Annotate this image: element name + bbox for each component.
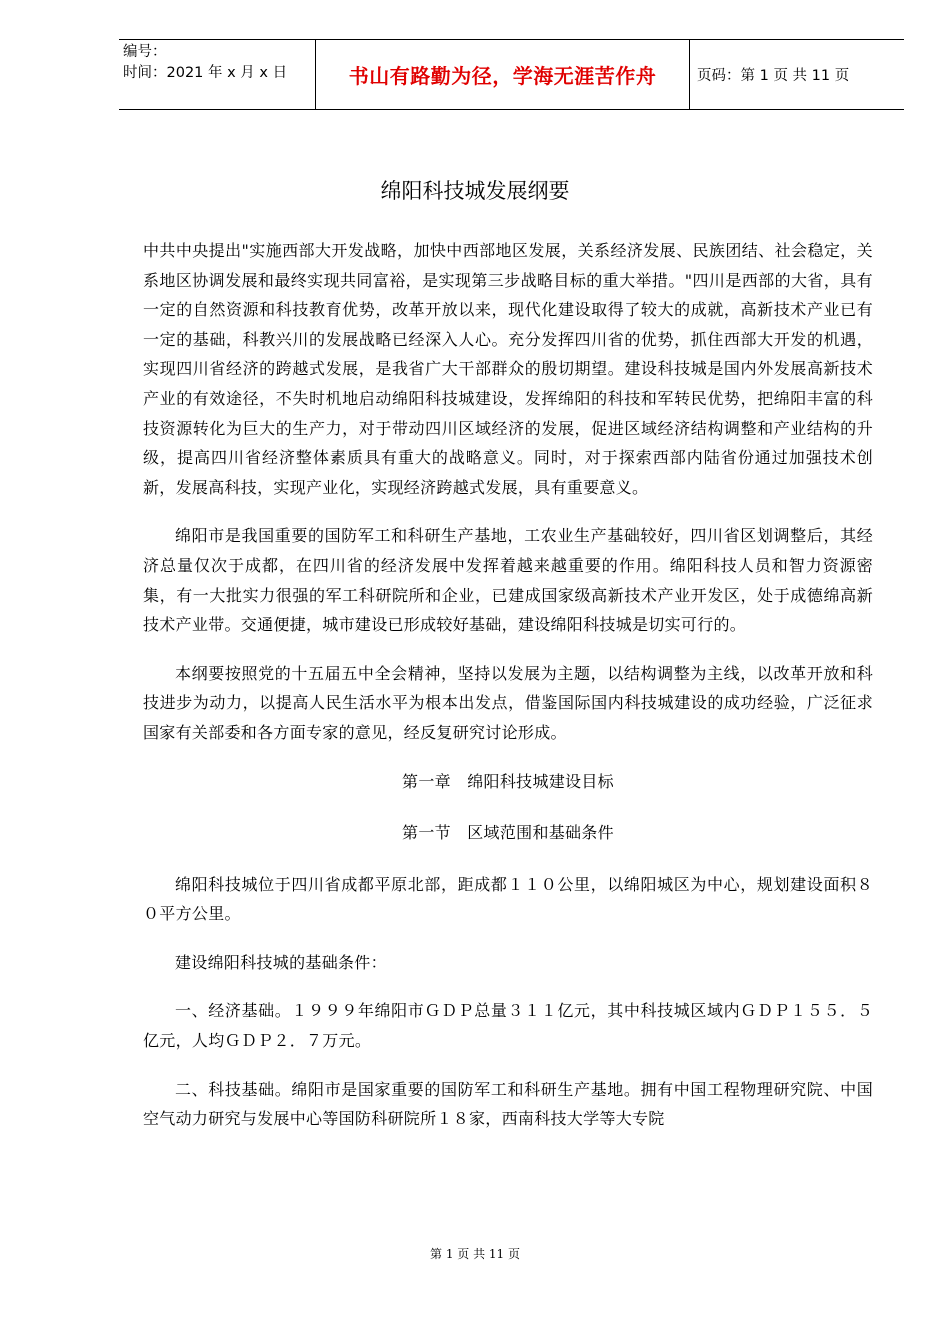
section-paragraph-4: 二、科技基础。绵阳市是国家重要的国防军工和科研生产基地。拥有中国工程物理研究院、中国空气动力研究与发展中心等国防科研院所１８家，西南科技大学等大专院 — [143, 1079, 873, 1129]
document-body — [143, 236, 873, 1153]
document-title: 绵阳科技城发展纲要 — [380, 179, 570, 203]
section-heading: 第一节 区域范围和基础条件 — [402, 823, 614, 843]
header-table — [119, 39, 904, 110]
section-paragraph-2: 建设绵阳科技城的基础条件： — [175, 952, 387, 972]
intro-paragraph-1: 中共中央提出"实施西部大开发战略，加快中西部地区发展，关系经济发展、民族团结、社会稳定，关系地区协调发展和最终实现共同富裕，是实现第三步战略目标的重大举措。"四川是西部的大省，具有一定的自然资源和科技教育优势，改革开放以来，现代化建设取得了较大的成就，高新技术产业已有一定的基础，科教兴川的发展战略已经深入人心。充分发挥四川省的优势，抓住西部大开发的机遇，实现四川省经济的跨越式发展，是我省广大干部群众的殷切期望。建设科技城是国内外发展高新技术产业的有效途径，不失时机地启动绵阳科技城建设，发挥绵阳的科技和军转民优势，把绵阳丰富的科技资源转化为巨大的生产力，对于带动四川区域经济的发展，促进区域经济结构调整和产业结构的升级，提高四川省经济整体素质具有重大的战略意义。同时，对于探索西部内陆省份通过加强技术创新，发展高科技，实现产业化，实现经济跨越式发展，具有重要意义。 — [143, 241, 873, 497]
page-footer: 第 1 页 共 11 页 — [430, 1247, 520, 1261]
section-paragraph-1: 绵阳科技城位于四川省成都平原北部，距成都１１０公里，以绵阳城区为中心，规划建设面积８０平方公里。 — [143, 874, 873, 924]
header-divider-2 — [689, 40, 690, 109]
header-time-label: 时间：2021 年 x 月 x 日 — [123, 65, 288, 81]
header-number-label: 编号： — [123, 44, 167, 60]
header-meta — [123, 42, 313, 84]
header-motto: 书山有路勤为径，学海无涯苦作舟 — [348, 64, 657, 88]
chapter-heading: 第一章 绵阳科技城建设目标 — [402, 771, 614, 791]
section-paragraph-3: 一、经济基础。１９９９年绵阳市ＧＤＰ总量３１１亿元，其中科技城区域内ＧＤＰ１５５．５亿元，人均ＧＤＰ２．７万元。 — [143, 1001, 873, 1051]
intro-paragraph-2: 绵阳市是我国重要的国防军工和科研生产基地，工农业生产基础较好，四川省区划调整后，其经济总量仅次于成都，在四川省的经济发展中发挥着越来越重要的作用。绵阳科技人员和智力资源密集，有一大批实力很强的军工科研院所和企业，已建成国家级高新技术产业开发区，处于成德绵高新技术产业带。交通便捷，城市建设已形成较好基础，建设绵阳科技城是切实可行的。 — [143, 526, 873, 635]
intro-paragraph-3: 本纲要按照党的十五届五中全会精神，坚持以发展为主题，以结构调整为主线，以改革开放和科技进步为动力，以提高人民生活水平为根本出发点，借鉴国际国内科技城建设的成功经验，广泛征求国家有关部委和各方面专家的意见，经反复研究讨论形成。 — [143, 663, 873, 742]
header-page-info: 页码：第 1 页 共 11 页 — [697, 68, 850, 84]
